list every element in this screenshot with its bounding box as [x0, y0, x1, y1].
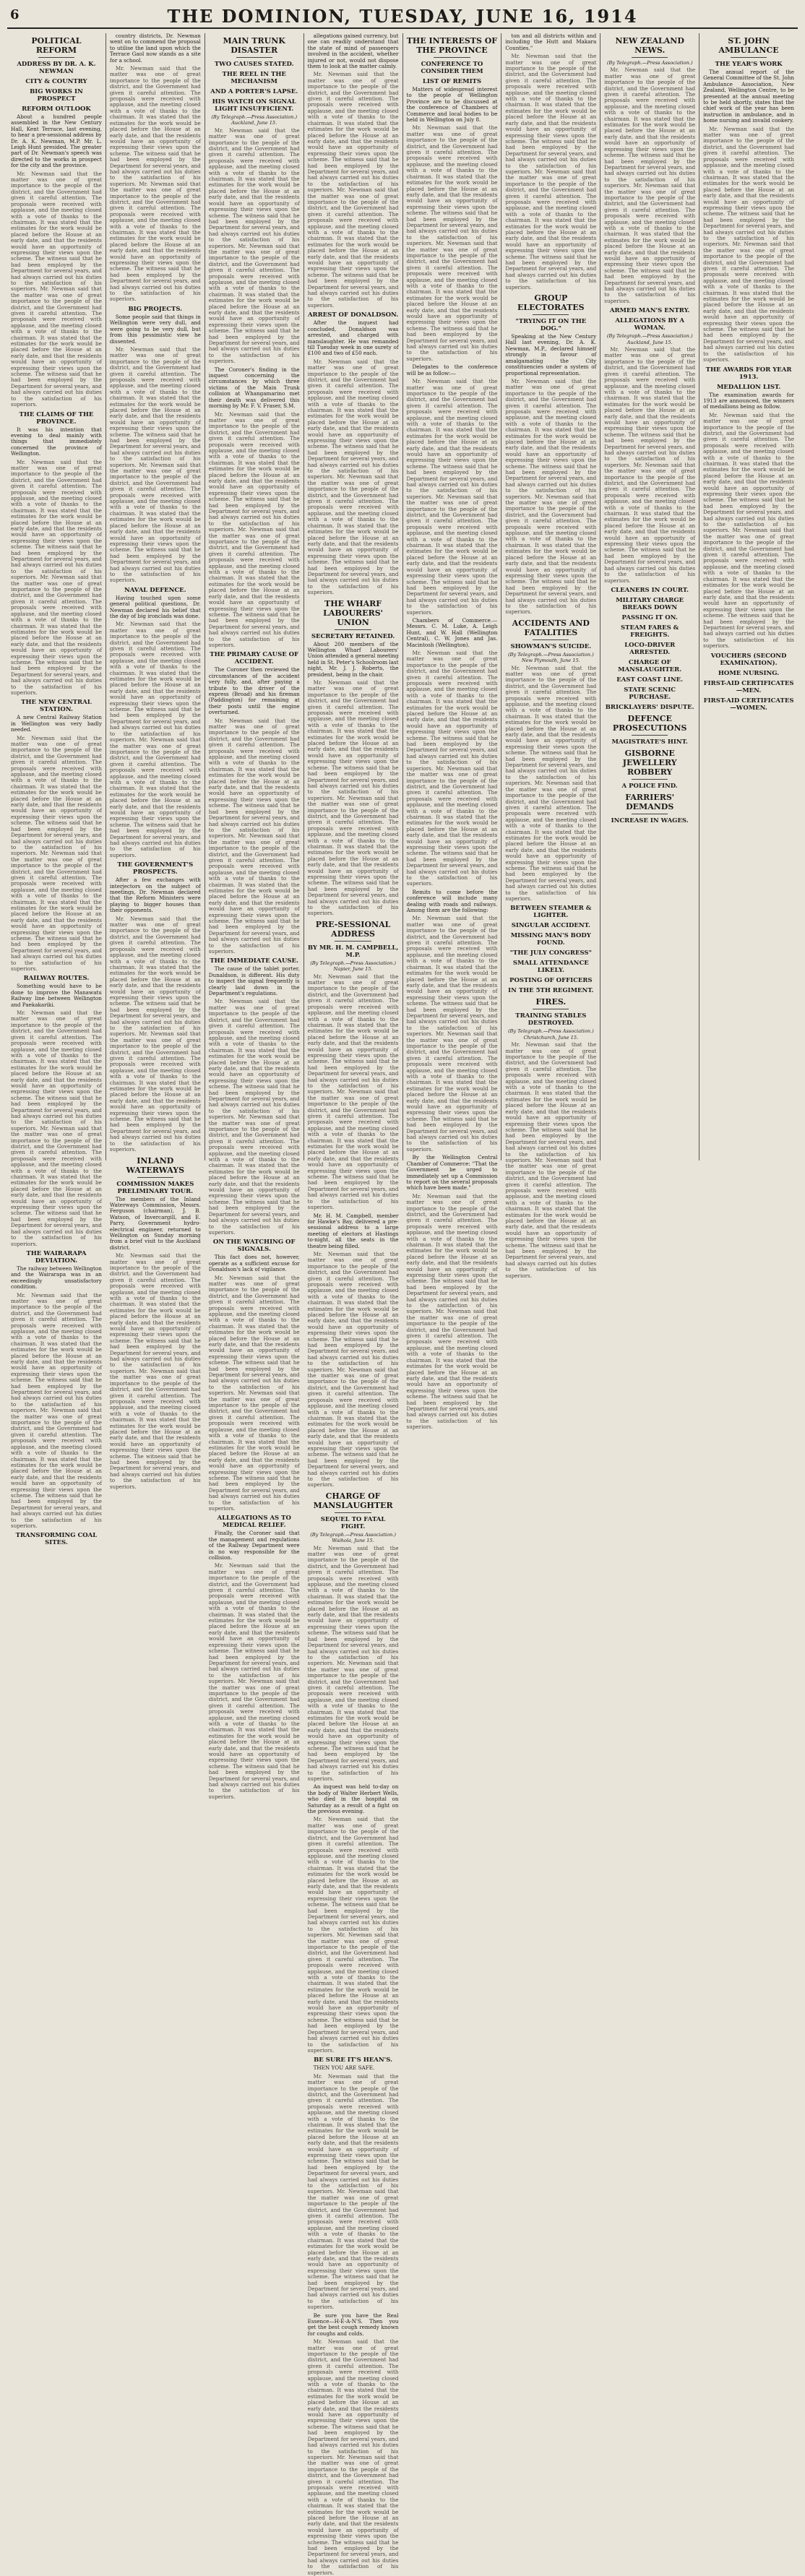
body-text: Mr. Newman said that the matter was one of great importance to the people of the district, and the Government had given it careful attention. The proposals were received with applause, and the meeting closed with a vote of thanks to the chairman. It was stated that the estimates for the work would be placed before the House at an early date, and that the residents would have an opportunity of expressing their views upon the scheme. The witness said that he had been employed by the Department for several years, and had always carried out his duties to the satisfaction of his superiors. Mr. Newman said that the matter was one of great importance to the people of the district, and the Government had given it careful attention. The proposals were received with applause, and the meeting closed with a vote of thanks to the chairman. It was stated that the estimates for the work would be placed before the House at an early date, and that the residents would have an opportunity of expressing their views upon the scheme. The witness said that he had been employed by the Department for several years, and had always carried out his duties to the satisfaction of his superiors. [307, 71, 399, 309]
paragraph: About a hundred people assembled in the New Century Hall, Kent Terrace, last evening, to hear a pre-sessional address by Dr. A. K. Newman, M.P. Mr. L. Leigh Hunt presided. The greater part of Dr. Newman's speech was directed to the works in prospect for the city and the province. [11, 113, 102, 169]
subheading: FIRST-AID CERTIFICATES—WOMEN. [703, 697, 794, 712]
headline: GISBORNE JEWELLERY ROBBERY [622, 748, 677, 777]
body-text: Mr. Newman said that the matter was one of great importance to the people of the district, and the Government had given it careful attention. The proposals were received with applause, and the meeting closed with a vote of thanks to the chairman. It was stated that the estimates for the work would be placed before the House at an early date, and that the residents would have an opportunity of expressing their views upon the scheme. The witness said that he had been employed by the Department for several years, and had always carried out his duties to the satisfaction of his superiors. Mr. Newman said that the matter was one of great importance to the people of the district, and the Government had given it careful attention. The proposals were received with applause, and the meeting closed with a vote of thanks to the chairman. It was stated that the estimates for the work would be placed before the House at an early date, and that the residents would have an opportunity of expressing their views upon the scheme. The witness said that he had been employed by the Department for several years, and had always carried out his duties to the satisfaction of his superiors. [307, 1250, 399, 1489]
body-text: Mr. Newman said that the matter was one of great importance to the people of the district, and the Government had given it careful attention. The proposals were received with applause, and the meeting closed with a vote of thanks to the chairman. It was stated that the estimates for the work would be placed before the House at an early date, and that the residents would have an opportunity of expressing their views upon the scheme. The witness said that he had been employed by the Department for several years, and had always carried out his duties to the satisfaction of his superiors. Mr. Newman said that the matter was one of great importance to the people of the district, and the Government had given it careful attention. The proposals were received with applause, and the meeting closed with a vote of thanks to the chairman. It was stated that the estimates for the work would be placed before the House at an early date, and that the residents would have an opportunity of expressing their views upon the scheme. The witness said that he had been employed by the Department for several years, and had always carried out his duties to the satisfaction of his superiors. [604, 66, 696, 304]
body-text: Mr. Newman said that the matter was one of great importance to the people of the district, and the Government had given it careful attention. The proposals were received with applause, and the meeting closed with a vote of thanks to the chairman. It was stated that the estimates for the work would be placed before the House at an early date, and that the residents would have an opportunity of expressing their views upon the scheme. The witness said that he had been employed by the Department for several years, and had always carried out his duties to the satisfaction of his superiors. Mr. Newman said that the matter was one of great importance to the people of the district, and the Government had given it careful attention. The proposals were received with applause, and the meeting closed with a vote of thanks to the chairman. It was stated that the estimates for the work would be placed before the House at an early date, and that the residents would have an opportunity of expressing their views upon the scheme. The witness said that he had been employed by the Department for several years, and had always carried out his duties to the satisfaction of his superiors. [406, 124, 498, 362]
subheading: PASSING IT ON. [621, 613, 678, 621]
paragraph: The annual report of the General Committee of the St. John Ambulance Association, New Zealand, Wellington Centre, to be presented at the annual meeting to be held shortly, states that the chief work of the year has been instruction in ambulance, and in home nursing and invalid cookery. [703, 69, 794, 124]
subheading: "THE JULY CONGRESS" [509, 949, 592, 957]
body-text: Mr. Newman said that the matter was one of great importance to the people of the district, and the Government had given it careful attention. The proposals were received with applause, and the meeting closed with a vote of thanks to the chairman. It was stated that the estimates for the work would be placed before the House at an early date, and that the residents would have an opportunity of expressing their views upon the scheme. The witness said that he had been employed by the Department for several years, and had always carried out his duties to the satisfaction of his superiors. Mr. Newman said that the matter was one of great importance to the people of the district, and the Government had given it careful attention. The proposals were received with applause, and the meeting closed with a vote of thanks to the chairman. It was stated that the estimates for the work would be placed before the House at an early date, and that the residents would have an opportunity of expressing their views upon the scheme. The witness said that he had been employed by the Department for several years, and had always carried out his duties to the satisfaction of his superiors. [406, 649, 498, 887]
body-text: Mr. Newman said that the matter was one of great importance to the people of the district, and the Government had given it careful attention. The proposals were received with applause, and the meeting closed with a vote of thanks to the chairman. It was stated that the estimates for the work would be placed before the House at an early date, and that the residents would have an opportunity of expressing their views upon the scheme. The witness said that he had been employed by the Department for several years, and had always carried out his duties to the satisfaction of his superiors. Mr. Newman said that the matter was one of great importance to the people of the district, and the Government had given it careful attention. The proposals were received with applause, and the meeting closed with a vote of thanks to the chairman. It was stated that the estimates for the work would be placed before the House at an early date, and that the residents would have an opportunity of expressing their views upon the scheme. The witness said that he had been employed by the Department for several years, and had always carried out his duties to the satisfaction of his superiors. [109, 1252, 201, 1490]
headline-rule [533, 314, 569, 315]
headline: POLITICAL REFORM [31, 36, 82, 55]
subheading: VOUCHERS (SECOND EXAMINATION). [710, 652, 787, 667]
body-text: Mr. Newman said that the matter was one of great importance to the people of the district, and the Government had given it careful attention. The proposals were received with applause, and the meeting closed with a vote of thanks to the chairman. It was stated that the estimates for the work would be placed before the House at an early date, and that the residents would have an opportunity of expressing their views upon the scheme. The witness said that he had been employed by the Department for several years, and had always carried out his duties to the satisfaction of his superiors. Mr. Newman said that the matter was one of great importance to the people of the district, and the Government had given it careful attention. The proposals were received with applause, and the meeting closed with a vote of thanks to the chairman. It was stated that the estimates for the work would be placed before the House at an early date, and that the residents would have an opportunity of expressing their views upon the scheme. The witness said that he had been employed by the Department for several years, and had always carried out his duties to the satisfaction of his superiors. [11, 734, 102, 973]
subheading: ALLEGATIONS BY A WOMAN. [615, 317, 685, 332]
subheading: TRANSFORMING COAL SITES. [15, 1532, 98, 1547]
headline: ST. JOHN AMBULANCE [718, 36, 779, 55]
body-text: Mr. Newman said that the matter was one of great importance to the people of the district, and the Government had given it careful attention. The proposals were received with applause, and the meeting closed with a vote of thanks to the chairman. It was stated that the estimates for the work would be placed before the House at an early date, and that the residents would have an opportunity of expressing their views upon the scheme. The witness said that he had been employed by the Department for several years, and had always carried out his duties to the satisfaction of his superiors. Mr. Newman said that the matter was one of great importance to the people of the district, and the Government had given it careful attention. The proposals were received with applause, and the meeting closed with a vote of thanks to the chairman. It was stated that the estimates for the work would be placed before the House at an early date, and that the residents would have an opportunity of expressing their views upon the scheme. The witness said that he had been employed by the Department for several years, and had always carried out his duties to the satisfaction of his superiors. [406, 1192, 498, 1431]
body-text: Mr. Newman said that the matter was one of great importance to the people of the district, and the Government had given it careful attention. The proposals were received with applause, and the meeting closed with a vote of thanks to the chairman. It was stated that the estimates for the work would be placed before the House at an early date, and that the residents would have an opportunity of expressing their views upon the scheme. The witness said that he had been employed by the Department for several years, and had always carried out his duties to the satisfaction of his superiors. Mr. Newman said that the matter was one of great importance to the people of the district, and the Government had given it careful attention. The proposals were received with applause, and the meeting closed with a vote of thanks to the chairman. It was stated that the estimates for the work would be placed before the House at an early date, and that the residents would have an opportunity of expressing their views upon the scheme. The witness said that he had been employed by the Department for several years, and had always carried out his duties to the satisfaction of his superiors. [11, 170, 102, 408]
body-text: Mr. Newman said that the matter was one of great importance to the people of the district, and the Government had given it careful attention. The proposals were received with applause, and the meeting closed with a vote of thanks to the chairman. It was stated that the estimates for the work would be placed before the House at an early date, and that the residents would have an opportunity of expressing their views upon the scheme. The witness said that he had been employed by the Department for several years, and had always carried out his duties to the satisfaction of his superiors. Mr. Newman said that the matter was one of great importance to the people of the district, and the Government had given it careful attention. The proposals were received with applause, and the meeting closed with a vote of thanks to the chairman. It was stated that the estimates for the work would be placed before the House at an early date, and that the residents would have an opportunity of expressing their views upon the scheme. The witness said that he had been employed by the Department for several years, and had always carried out his duties to the satisfaction of his superiors. [406, 378, 498, 616]
body-text: Mr. Newman said that the matter was one of great importance to the people of the district, and the Government had given it careful attention. The proposals were received with applause, and the meeting closed with a vote of thanks to the chairman. It was stated that the estimates for the work would be placed before the House at an early date, and that the residents would have an opportunity of expressing their views upon the scheme. The witness said that he had been employed by the Department for several years, and had always carried out his duties to the satisfaction of his superiors. Mr. Newman said that the matter was one of great importance to the people of the district, and the Government had given it careful attention. The proposals were received with applause, and the meeting closed with a vote of thanks to the chairman. It was stated that the estimates for the work would be placed before the House at an early date, and that the residents would have an opportunity of expressing their views upon the scheme. The witness said that he had been employed by the Department for several years, and had always carried out his duties to the satisfaction of his superiors. [109, 65, 201, 303]
body-text: Mr. Newman said that the matter was one of great importance to the people of the district, and the Government had given it careful attention. The proposals were received with applause, and the meeting closed with a vote of thanks to the chairman. It was stated that the estimates for the work would be placed before the House at an early date, and that the residents would have an opportunity of expressing their views upon the scheme. The witness said that he had been employed by the Department for several years, and had always carried out his duties to the satisfaction of his superiors. Mr. Newman said that the matter was one of great importance to the people of the district, and the Government had given it careful attention. The proposals were received with applause, and the meeting closed with a vote of thanks to the chairman. It was stated that the estimates for the work would be placed before the House at an early date, and that the residents would have an opportunity of expressing their views upon the scheme. The witness said that he had been employed by the Department for several years, and had always carried out his duties to the satisfaction of his superiors. [208, 717, 300, 955]
headline-rule [236, 57, 272, 58]
subheading: MEDALLION LIST. [716, 383, 781, 391]
paragraph: After the inquest had concluded, Donaldson was arrested, and charged with manslaughter. He was remanded till Tuesday week in one surety of £100 and two of £50 each. [307, 319, 399, 357]
paragraph: By the Wellington Central Chamber of Commerce: "That the Government be urged to immediately set up a Commission to report on the several proposals which have been made." [406, 1154, 498, 1192]
paragraph: THEN YOU ARE SAFE. [313, 2064, 375, 2072]
columns [7, 33, 798, 2576]
column-5 [403, 33, 502, 1431]
subheading: BE SURE IT'S HEAN'S. [314, 2056, 393, 2064]
body-text: Mr. Newman said that the matter was one of great importance to the people of the district, and the Government had given it careful attention. The proposals were received with applause, and the meeting closed with a vote of thanks to the chairman. It was stated that the estimates for the work would be placed before the House at an early date, and that the residents would have an opportunity of expressing their views upon the scheme. The witness said that he had been employed by the Department for several years, and had always carried out his duties to the satisfaction of his superiors. Mr. Newman said that the matter was one of great importance to the people of the district, and the Government had given it careful attention. The proposals were received with applause, and the meeting closed with a vote of thanks to the chairman. It was stated that the estimates for the work would be placed before the House at an early date, and that the residents would have an opportunity of expressing their views upon the scheme. The witness said that he had been employed by the Department for several years, and had always carried out his duties to the satisfaction of his superiors. [307, 2338, 399, 2576]
paragraph: This fact does not, however, operate as a sufficient excuse for Donaldson's lack of vigilance. [208, 1254, 300, 1273]
subheading: ARMED MAN'S ENTRY. [609, 307, 690, 315]
headline-rule [335, 941, 371, 942]
dateline: (By Telegraph.—Press Association.) Auckland, June 15. [211, 114, 298, 126]
paragraph: Some people said that things in Wellington were very dull, and were going to be very dull, but from this pessimistic view he dissented. [109, 313, 201, 345]
headline: MAIN TRUNK DISASTER [223, 36, 285, 55]
subheading: SECRETARY RETAINED. [311, 632, 395, 640]
paragraph: Having touched upon some general political questions, Dr. Newman declared his belief that the day of big ironclads was done. [109, 594, 201, 619]
subheading: "TRYING IT ON THE DOG." [515, 318, 587, 333]
paragraph: The Coroner then reviewed the circumstances of the accident very fully, and, after paying a tribute to the driver of the express (Broad) and his fireman (Paddington) for remaining at their posts until the engine overturned. [208, 666, 300, 716]
newspaper-title: THE DOMINION, TUESDAY, JUNE 16, 1914 [167, 6, 638, 27]
paragraph: Remits to come before the conference will include many dealing with roads and railways. Among them are the following: [406, 888, 498, 914]
subheading: THE CLAIMS OF THE PROVINCE. [19, 410, 94, 426]
headline: THE INTERESTS OF THE PROVINCE [406, 36, 498, 55]
paragraph: A new Central Railway Station in Wellington was very badly needed. [11, 714, 102, 733]
headline: PRE-SESSIONAL ADDRESS [315, 919, 391, 939]
headline: NEW ZEALAND NEWS. [615, 36, 684, 55]
body-text: Mr. Newman said that the matter was one of great importance to the people of the district, and the Government had given it careful attention. The proposals were received with applause, and the meeting closed with a vote of thanks to the chairman. It was stated that the estimates for the work would be placed before the House at an early date, and that the residents would have an opportunity of expressing their views upon the scheme. The witness said that he had been employed by the Department for several years, and had always carried out his duties to the satisfaction of his superiors. Mr. Newman said that the matter was one of great importance to the people of the district, and the Government had given it careful attention. The proposals were received with applause, and the meeting closed with a vote of thanks to the chairman. It was stated that the estimates for the work would be placed before the House at an early date, and that the residents would have an opportunity of expressing their views upon the scheme. The witness said that he had been employed by the Department for several years, and had always carried out his duties to the satisfaction of his superiors. [208, 126, 300, 365]
paragraph: The railway between Wellington and the Wairarapa was in an exceedingly unsatisfactory condition. [11, 1265, 102, 1291]
subheading: RAILWAY ROUTES. [23, 975, 90, 983]
column-4 [304, 33, 403, 2576]
body-text: Mr. Newman said that the matter was one of great importance to the people of the district, and the Government had given it careful attention. The proposals were received with applause, and the meeting closed with a vote of thanks to the chairman. It was stated that the estimates for the work would be placed before the House at an early date, and that the residents would have an opportunity of expressing their views upon the scheme. The witness said that he had been employed by the Department for several years, and had always carried out his duties to the satisfaction of his superiors. Mr. Newman said that the matter was one of great importance to the people of the district, and the Government had given it careful attention. The proposals were received with applause, and the meeting closed with a vote of thanks to the chairman. It was stated that the estimates for the work would be placed before the House at an early date, and that the residents would have an opportunity of expressing their views upon the scheme. The witness said that he had been employed by the Department for several years, and had always carried out his duties to the satisfaction of his superiors. [208, 410, 300, 648]
subheading: ALLEGATIONS AS TO MEDICAL RELIEF. [217, 1515, 291, 1530]
subheading: HIS WATCH ON SIGNAL LIGHT INSUFFICIENT. [212, 98, 296, 113]
body-text: Mr. Newman said that the matter was one of great importance to the people of the district, and the Government had given it careful attention. The proposals were received with applause, and the meeting closed with a vote of thanks to the chairman. It was stated that the estimates for the work would be placed before the House at an early date, and that the residents would have an opportunity of expressing their views upon the scheme. The witness said that he had been employed by the Department for several years, and had always carried out his duties to the satisfaction of his superiors. Mr. Newman said that the matter was one of great importance to the people of the district, and the Government had given it careful attention. The proposals were received with applause, and the meeting closed with a vote of thanks to the chairman. It was stated that the estimates for the work would be placed before the House at an early date, and that the residents would have an opportunity of expressing their views upon the scheme. The witness said that he had been employed by the Department for several years, and had always carried out his duties to the satisfaction of his superiors. [11, 1009, 102, 1247]
subheading: TWO CAUSES STATED. [214, 61, 294, 68]
body-text: Mr. Newman said that the matter was one of great importance to the people of the district, and the Government had given it careful attention. The proposals were received with applause, and the meeting closed with a vote of thanks to the chairman. It was stated that the estimates for the work would be placed before the House at an early date, and that the residents would have an opportunity of expressing their views upon the scheme. The witness said that he had been employed by the Department for several years, and had always carried out his duties to the satisfaction of his superiors. Mr. Newman said that the matter was one of great importance to the people of the district, and the Government had given it careful attention. The proposals were received with applause, and the meeting closed with a vote of thanks to the chairman. It was stated that the estimates for the work would be placed before the House at an early date, and that the residents would have an opportunity of expressing their views upon the scheme. The witness said that he had been employed by the Department for several years, and had always carried out his duties to the satisfaction of his superiors. [109, 345, 201, 584]
headline-rule [335, 629, 371, 630]
body-text: Mr. Newman said that the matter was one of great importance to the people of the district, and the Government had given it careful attention. The proposals were received with applause, and the meeting closed with a vote of thanks to the chairman. It was stated that the estimates for the work would be placed before the House at an early date, and that the residents would have an opportunity of expressing their views upon the scheme. The witness said that he had been employed by the Department for several years, and had always carried out his duties to the satisfaction of his superiors. Mr. Newman said that the matter was one of great importance to the people of the district, and the Government had given it careful attention. The proposals were received with applause, and the meeting closed with a vote of thanks to the chairman. It was stated that the estimates for the work would be placed before the House at an early date, and that the residents would have an opportunity of expressing their views upon the scheme. The witness said that he had been employed by the Department for several years, and had always carried out his duties to the satisfaction of his superiors. [109, 621, 201, 858]
subheading: AND A PORTER'S LAPSE. [210, 88, 298, 95]
subheading: THE PRIMARY CAUSE OF ACCIDENT. [210, 651, 299, 666]
body-text: Mr. Newman said that the matter was one of great importance to the people of the district, and the Government had given it careful attention. The proposals were received with applause, and the meeting closed with a vote of thanks to the chairman. It was stated that the estimates for the work would be placed before the House at an early date, and that the residents would have an opportunity of expressing their views upon the scheme. The witness said that he had been employed by the Department for several years, and had always carried out his duties to the satisfaction of his superiors. Mr. Newman said that the matter was one of great importance to the people of the district, and the Government had given it careful attention. The proposals were received with applause, and the meeting closed with a vote of thanks to the chairman. It was stated that the estimates for the work would be placed before the House at an early date, and that the residents would have an opportunity of expressing their views upon the scheme. The witness said that he had been employed by the Department for several years, and had always carried out his duties to the satisfaction of his superiors. [505, 664, 597, 902]
paragraph: About 200 members of the Wellington Wharf Labourers' Union attended a general meeting held in St. Peter's Schoolroom last night, Mr. J. J. Roberts, the president, being in the chair. [307, 640, 399, 678]
subheading: THE YEAR'S WORK [715, 61, 783, 68]
subheading: SEQUEL TO FATAL FIGHT. [320, 1515, 386, 1530]
paragraph: Matters of widespread interest to the people of Wellington Province are to be discussed at the conference of Chambers of Commerce and local bodies to be held in Wellington on July 8. [406, 86, 498, 124]
paragraph: country districts, Dr. Newman went on to commend the proposal to utilise the land upon which the Terrace Gaol now stands as a site for a school. [109, 33, 201, 64]
subheading: BIG WORKS IN PROSPECT [30, 88, 83, 103]
subheading: FIRST-AID CERTIFICATES—MEN. [703, 679, 794, 694]
subheading: BETWEEN STEAMER & LIGHTER. [510, 905, 592, 920]
body-text: Mr. Newman said that the matter was one of great importance to the people of the district, and the Government had given it careful attention. The proposals were received with applause, and the meeting closed with a vote of thanks to the chairman. It was stated that the estimates for the work would be placed before the House at an early date, and that the residents would have an opportunity of expressing their views upon the scheme. The witness said that he had been employed by the Department for several years, and had always carried out his duties to the satisfaction of his superiors. Mr. Newman said that the matter was one of great importance to the people of the district, and the Government had given it careful attention. The proposals were received with applause, and the meeting closed with a vote of thanks to the chairman. It was stated that the estimates for the work would be placed before the House at an early date, and that the residents would have an opportunity of expressing their views upon the scheme. The witness said that he had been employed by the Department for several years, and had always carried out his duties to the satisfaction of his superiors. [307, 358, 399, 596]
subheading: BY MR. H. M. CAMPBELL, M.P. [307, 944, 399, 959]
headline-rule [632, 57, 668, 58]
headline: CHARGE OF MANSLAUGHTER [313, 1491, 393, 1510]
subheading: EAST COAST LINE. [616, 676, 684, 684]
headline-rule [632, 779, 668, 780]
headline-rule [335, 1512, 371, 1513]
headline: INLAND WATERWAYS [126, 1155, 185, 1175]
body-text: Mr. Newman said that the matter was one of great importance to the people of the district, and the Government had given it careful attention. The proposals were received with applause, and the meeting closed with a vote of thanks to the chairman. It was stated that the estimates for the work would be placed before the House at an early date, and that the residents would have an opportunity of expressing their views upon the scheme. The witness said that he had been employed by the Department for several years, and had always carried out his duties to the satisfaction of his superiors. Mr. Newman said that the matter was one of great importance to the people of the district, and the Government had given it careful attention. The proposals were received with applause, and the meeting closed with a vote of thanks to the chairman. It was stated that the estimates for the work would be placed before the House at an early date, and that the residents would have an opportunity of expressing their views upon the scheme. The witness said that he had been employed by the Department for several years, and had always carried out his duties to the satisfaction of his superiors. [109, 915, 201, 1153]
subheading: SHOWMAN'S SUICIDE. [510, 642, 592, 650]
headline-rule [533, 639, 569, 640]
subheading: THE NEW CENTRAL STATION. [21, 699, 92, 714]
subheading: MAGISTRATE'S HINT. [611, 738, 688, 746]
headline-rule [731, 57, 767, 58]
subheading: THE AWARDS FOR YEAR 1913. [705, 366, 792, 381]
paragraph: An inquest was held to-day on the body of Walter Herbert Wells, who died in the hospital on Saturday as a result of a fight on the previous evening. [307, 1783, 399, 1815]
subheading: IN THE 5TH REGIMENT. [508, 987, 594, 995]
paragraph: Finally, the Coroner said that the management and regulations of the Railway Department were in no way responsible for the collision. [208, 1530, 300, 1561]
paragraph: ton and all districts within and including the Hutt and Makara Counties." [505, 33, 597, 51]
headline-rule [632, 735, 668, 736]
masthead [7, 6, 798, 29]
subheading: TRAINING STABLES DESTROYED. [515, 1012, 587, 1028]
subheading: CONFERENCE TO CONSIDER THEM [421, 61, 483, 75]
headline: GROUP ELECTORATES [517, 293, 585, 313]
body-text: Mr. Newman said that the matter was one of great importance to the people of the district, and the Government had given it careful attention. The proposals were received with applause, and the meeting closed with a vote of thanks to the chairman. It was stated that the estimates for the work would be placed before the House at an early date, and that the residents would have an opportunity of expressing their views upon the scheme. The witness said that he had been employed by the Department for several years, and had always carried out his duties to the satisfaction of his superiors. Mr. Newman said that the matter was one of great importance to the people of the district, and the Government had given it careful attention. The proposals were received with applause, and the meeting closed with a vote of thanks to the chairman. It was stated that the estimates for the work would be placed before the House at an early date, and that the residents would have an opportunity of expressing their views upon the scheme. The witness said that he had been employed by the Department for several years, and had always carried out his duties to the satisfaction of his superiors. [406, 915, 498, 1153]
column-2 [106, 33, 205, 1490]
headline: THE WHARF LABOURERS' UNION [323, 598, 384, 627]
body-text: Mr. Newman said that the matter was one of great importance to the people of the district, and the Government had given it careful attention. The proposals were received with applause, and the meeting closed with a vote of thanks to the chairman. It was stated that the estimates for the work would be placed before the House at an early date, and that the residents would have an opportunity of expressing their views upon the scheme. The witness said that he had been employed by the Department for several years, and had always carried out his duties to the satisfaction of his superiors. Mr. Newman said that the matter was one of great importance to the people of the district, and the Government had given it careful attention. The proposals were received with applause, and the meeting closed with a vote of thanks to the chairman. It was stated that the estimates for the work would be placed before the House at an early date, and that the residents would have an opportunity of expressing their views upon the scheme. The witness said that he had been employed by the Department for several years, and had always carried out his duties to the satisfaction of his superiors. [307, 1544, 399, 1783]
paragraph: Chambers of Commerce.—Messrs. C. M. Luke, A. Leigh Hunt, and W. Hall (Wellington Central), C. W. Jones and Jas. Macintosh (Wellington). [406, 616, 498, 648]
body-text: Mr. Newman said that the matter was one of great importance to the people of the district, and the Government had given it careful attention. The proposals were received with applause, and the meeting closed with a vote of thanks to the chairman. It was stated that the estimates for the work would be placed before the House at an early date, and that the residents would have an opportunity of expressing their views upon the scheme. The witness said that he had been employed by the Department for several years, and had always carried out his duties to the satisfaction of his superiors. Mr. Newman said that the matter was one of great importance to the people of the district, and the Government had given it careful attention. The proposals were received with applause, and the meeting closed with a vote of thanks to the chairman. It was stated that the estimates for the work would be placed before the House at an early date, and that the residents would have an opportunity of expressing their views upon the scheme. The witness said that he had been employed by the Department for several years, and had always carried out his duties to the satisfaction of his superiors. [505, 377, 597, 616]
subheading: BRICKLAYERS' DISPUTE. [605, 703, 694, 711]
subheading: BIG PROJECTS. [128, 305, 183, 313]
subheading: POSTING OF OFFICERS [509, 977, 593, 985]
paragraph: It was his intention that evening to deal mainly with things that immediately concerned the province of Wellington. [11, 426, 102, 457]
paragraph: The cause of the tablet porter, Dunaldson, is different. His duty to inspect the signal frequently is clearly laid down in the Department's regulations. [208, 965, 300, 997]
subheading: THE GOVERNMENT'S PROSPECTS. [117, 861, 194, 876]
headline: FIRES. [535, 997, 567, 1007]
paragraph: allegations gained currency, but one can readily understand that the state of mind of passengers involved in the accident, whether injured or not, would not dispose them to look at the matter calmly. [307, 33, 399, 70]
headline: FARRIERS' DEMANDS [625, 792, 675, 811]
column-3 [205, 33, 304, 1800]
body-text: Mr. Newman said that the matter was one of great importance to the people of the district, and the Government had given it careful attention. The proposals were received with applause, and the meeting closed with a vote of thanks to the chairman. It was stated that the estimates for the work would be placed before the House at an early date, and that the residents would have an opportunity of expressing their views upon the scheme. The witness said that he had been employed by the Department for several years, and had always carried out his duties to the satisfaction of his superiors. Mr. Newman said that the matter was one of great importance to the people of the district, and the Government had given it careful attention. The proposals were received with applause, and the meeting closed with a vote of thanks to the chairman. It was stated that the estimates for the work would be placed before the House at an early date, and that the residents would have an opportunity of expressing their views upon the scheme. The witness said that he had been employed by the Department for several years, and had always carried out his duties to the satisfaction of his superiors. [307, 679, 399, 917]
body-text: Mr. Newman said that the matter was one of great importance to the people of the district, and the Government had given it careful attention. The proposals were received with applause, and the meeting closed with a vote of thanks to the chairman. It was stated that the estimates for the work would be placed before the House at an early date, and that the residents would have an opportunity of expressing their views upon the scheme. The witness said that he had been employed by the Department for several years, and had always carried out his duties to the satisfaction of his superiors. Mr. Newman said that the matter was one of great importance to the people of the district, and the Government had given it careful attention. The proposals were received with applause, and the meeting closed with a vote of thanks to the chairman. It was stated that the estimates for the work would be placed before the House at an early date, and that the residents would have an opportunity of expressing their views upon the scheme. The witness said that he had been employed by the Department for several years, and had always carried out his duties to the satisfaction of his superiors. [703, 411, 794, 650]
body-text: Mr. Newman said that the matter was one of great importance to the people of the district, and the Government had given it careful attention. The proposals were received with applause, and the meeting closed with a vote of thanks to the chairman. It was stated that the estimates for the work would be placed before the House at an early date, and that the residents would have an opportunity of expressing their views upon the scheme. The witness said that he had been employed by the Department for several years, and had always carried out his duties to the satisfaction of his superiors. Mr. Newman said that the matter was one of great importance to the people of the district, and the Government had given it careful attention. The proposals were received with applause, and the meeting closed with a vote of thanks to the chairman. It was stated that the estimates for the work would be placed before the House at an early date, and that the residents would have an opportunity of expressing their views upon the scheme. The witness said that he had been employed by the Department for several years, and had always carried out his duties to the satisfaction of his superiors. [307, 1816, 399, 2054]
dateline: (By Telegraph.—Press Association.) Napier, June 15. [310, 960, 396, 973]
paragraph: The examination awards for 1913 are announced, the winners of medallions being as follow. [703, 391, 794, 410]
body-text: Mr. Newman said that the matter was one of great importance to the people of the district, and the Government had given it careful attention. The proposals were received with applause, and the meeting closed with a vote of thanks to the chairman. It was stated that the estimates for the work would be placed before the House at an early date, and that the residents would have an opportunity of expressing their views upon the scheme. The witness said that he had been employed by the Department for several years, and had always carried out his duties to the satisfaction of his superiors. Mr. Newman said that the matter was one of great importance to the people of the district, and the Government had given it careful attention. The proposals were received with applause, and the meeting closed with a vote of thanks to the chairman. It was stated that the estimates for the work would be placed before the House at an early date, and that the residents would have an opportunity of expressing their views upon the scheme. The witness said that he had been employed by the Department for several years, and had always carried out his duties to the satisfaction of his superiors. [604, 346, 696, 584]
subheading: SINGULAR ACCIDENT. [511, 922, 590, 930]
subheading: LOCO-DRIVER ARRESTED. [624, 641, 676, 656]
subheading: MILITARY CHARGE BREAKS DOWN [616, 596, 684, 611]
subheading: MISSING MAN'S BODY FOUND. [510, 932, 591, 947]
column-1 [7, 33, 106, 1547]
subheading: INCREASE IN WAGES. [611, 817, 689, 824]
headline-rule [38, 57, 74, 58]
subheading: ON THE WATCHING OF SIGNALS. [212, 1239, 296, 1254]
subheading: COMMISSION MAKES PRELIMINARY TOUR. [116, 1180, 194, 1195]
dateline: (By Telegraph.—Press Association.) Auckland, June 15. [606, 333, 693, 345]
body-text: Mr. Newman said that the matter was one of great importance to the people of the district, and the Government had given it careful attention. The proposals were received with applause, and the meeting closed with a vote of thanks to the chairman. It was stated that the estimates for the work would be placed before the House at an early date, and that the residents would have an opportunity of expressing their views upon the scheme. The witness said that he had been employed by the Department for several years, and had always carried out his duties to the satisfaction of his superiors. Mr. Newman said that the matter was one of great importance to the people of the district, and the Government had given it careful attention. The proposals were received with applause, and the meeting closed with a vote of thanks to the chairman. It was stated that the estimates for the work would be placed before the House at an early date, and that the residents would have an opportunity of expressing their views upon the scheme. The witness said that he had been employed by the Department for several years, and had always carried out his duties to the satisfaction of his superiors. [208, 998, 300, 1236]
body-text: Mr. Newman said that the matter was one of great importance to the people of the district, and the Government had given it careful attention. The proposals were received with applause, and the meeting closed with a vote of thanks to the chairman. It was stated that the estimates for the work would be placed before the House at an early date, and that the residents would have an opportunity of expressing their views upon the scheme. The witness said that he had been employed by the Department for several years, and had always carried out his duties to the satisfaction of his superiors. Mr. Newman said that the matter was one of great importance to the people of the district, and the Government had given it careful attention. The proposals were received with applause, and the meeting closed with a vote of thanks to the chairman. It was stated that the estimates for the work would be placed before the House at an early date, and that the residents would have an opportunity of expressing their views upon the scheme. The witness said that he had been employed by the Department for several years, and had always carried out his duties to the satisfaction of his superiors. [208, 1562, 300, 1800]
headline: ACCIDENTS AND FATALITIES [512, 618, 590, 637]
subheading: CHARGE OF MANSLAUGHTER. [618, 658, 682, 673]
column-8 [699, 33, 798, 1160]
body-text: Mr. Newman said that the matter was one of great importance to the people of the district, and the Government had given it careful attention. The proposals were received with applause, and the meeting closed with a vote of thanks to the chairman. It was stated that the estimates for the work would be placed before the House at an early date, and that the residents would have an opportunity of expressing their views upon the scheme. The witness said that he had been employed by the Department for several years, and had always carried out his duties to the satisfaction of his superiors. Mr. Newman said that the matter was one of great importance to the people of the district, and the Government had given it careful attention. The proposals were received with applause, and the meeting closed with a vote of thanks to the chairman. It was stated that the estimates for the work would be placed before the House at an early date, and that the residents would have an opportunity of expressing their views upon the scheme. The witness said that he had been employed by the Department for several years, and had always carried out his duties to the satisfaction of his superiors. [307, 973, 399, 1211]
dateline: (By Telegraph.—Press Association.) Waihola, June 15. [310, 1531, 396, 1544]
subheading: ADDRESS BY DR. A. K. NEWMAN [17, 61, 96, 75]
body-text: Mr. Newman said that the matter was one of great importance to the people of the district, and the Government had given it careful attention. The proposals were received with applause, and the meeting closed with a vote of thanks to the chairman. It was stated that the estimates for the work would be placed before the House at an early date, and that the residents would have an opportunity of expressing their views upon the scheme. The witness said that he had been employed by the Department for several years, and had always carried out his duties to the satisfaction of his superiors. Mr. Newman said that the matter was one of great importance to the people of the district, and the Government had given it careful attention. The proposals were received with applause, and the meeting closed with a vote of thanks to the chairman. It was stated that the estimates for the work would be placed before the House at an early date, and that the residents would have an opportunity of expressing their views upon the scheme. The witness said that he had been employed by the Department for several years, and had always carried out his duties to the satisfaction of his superiors. [11, 1291, 102, 1529]
subheading: STEAM FARES & FREIGHTS. [621, 624, 679, 639]
headline: DEFENCE PROSECUTIONS [612, 713, 687, 733]
paragraph: The Coroner's finding in the inquest concerning the circumstances by which three victims of the Main Trunk collision at Whangamarino met their death was delivered this morning by Mr. F. V. Fraser, S.M. [208, 366, 300, 410]
paragraph: Speaking at the New Century Hall last evening, Dr. A. K. Newman, M.P., declared himself strongly in favour of amalgamating the City constituencies under a system of proportional representation. [505, 333, 597, 376]
subheading: HOME NURSING. [718, 669, 780, 677]
subheading: REFORM OUTLOOK [22, 105, 91, 113]
headline-rule [434, 57, 470, 58]
column-6 [501, 33, 600, 1279]
headline-rule [137, 1177, 173, 1178]
subheading: SMALL ATTENDANCE LIKELY. [512, 960, 589, 975]
subheading: CITY & COUNTRY [25, 78, 87, 85]
column-7 [600, 33, 699, 1160]
body-text: Mr. Newman said that the matter was one of great importance to the people of the district, and the Government had given it careful attention. The proposals were received with applause, and the meeting closed with a vote of thanks to the chairman. It was stated that the estimates for the work would be placed before the House at an early date, and that the residents would have an opportunity of expressing their views upon the scheme. The witness said that he had been employed by the Department for several years, and had always carried out his duties to the satisfaction of his superiors. Mr. Newman said that the matter was one of great importance to the people of the district, and the Government had given it careful attention. The proposals were received with applause, and the meeting closed with a vote of thanks to the chairman. It was stated that the estimates for the work would be placed before the House at an early date, and that the residents would have an opportunity of expressing their views upon the scheme. The witness said that he had been employed by the Department for several years, and had always carried out his duties to the satisfaction of his superiors. [307, 2072, 399, 2311]
dateline: (By Telegraph.—Press Association.) Christchurch, June 15. [507, 1028, 594, 1041]
subheading: ARREST OF DONALDSON. [307, 311, 399, 319]
dateline: (By Telegraph.—Press Association.) [606, 60, 693, 66]
paragraph: Something would have to be done to improve the Manawatu Railway line between Wellington and Paekakariki. [11, 983, 102, 1008]
paragraph: After a few exchanges with interjectors on the subject of meetings, Dr. Newman declared that the Reform Ministers were playing to bigger houses than their opponents. [109, 876, 201, 914]
paragraph: Be sure you have the Real Essence—H-E-A-N'S. Then you get the best cough remedy known for coughs and colds. [307, 2312, 399, 2337]
subheading: LIST OF REMITS [422, 78, 482, 85]
subheading: NAVAL DEFENCE. [124, 586, 186, 594]
body-text: Mr. Newman said that the matter was one of great importance to the people of the district, and the Government had given it careful attention. The proposals were received with applause, and the meeting closed with a vote of thanks to the chairman. It was stated that the estimates for the work would be placed before the House at an early date, and that the residents would have an opportunity of expressing their views upon the scheme. The witness said that he had been employed by the Department for several years, and had always carried out his duties to the satisfaction of his superiors. Mr. Newman said that the matter was one of great importance to the people of the district, and the Government had given it careful attention. The proposals were received with applause, and the meeting closed with a vote of thanks to the chairman. It was stated that the estimates for the work would be placed before the House at an early date, and that the residents would have an opportunity of expressing their views upon the scheme. The witness said that he had been employed by the Department for several years, and had always carried out his duties to the satisfaction of his superiors. [505, 1041, 597, 1279]
subheading: CLEANERS IN COURT. [611, 586, 689, 594]
body-text: Mr. Newman said that the matter was one of great importance to the people of the district, and the Government had given it careful attention. The proposals were received with applause, and the meeting closed with a vote of thanks to the chairman. It was stated that the estimates for the work would be placed before the House at an early date, and that the residents would have an opportunity of expressing their views upon the scheme. The witness said that he had been employed by the Department for several years, and had always carried out his duties to the satisfaction of his superiors. Mr. Newman said that the matter was one of great importance to the people of the district, and the Government had given it careful attention. The proposals were received with applause, and the meeting closed with a vote of thanks to the chairman. It was stated that the estimates for the work would be placed before the House at an early date, and that the residents would have an opportunity of expressing their views upon the scheme. The witness said that he had been employed by the Department for several years, and had always carried out his duties to the satisfaction of his superiors. [208, 1274, 300, 1512]
paragraph: Delegates to the conference will be as follow:— [406, 363, 498, 376]
paragraph: Mr. H. M. Campbell, member for Hawke's Bay, delivered a pre-sessional address to a large meeting of electors at Hastings to-night, all the seats in the theatre being filled. [307, 1212, 399, 1249]
page-number: 6 [10, 7, 20, 22]
subheading: THE REEL IN THE MECHANISM [222, 71, 286, 85]
dateline: (By Telegraph.—Press Association.) New Plymouth, June 15. [507, 651, 594, 664]
body-text: Mr. Newman said that the matter was one of great importance to the people of the district, and the Government had given it careful attention. The proposals were received with applause, and the meeting closed with a vote of thanks to the chairman. It was stated that the estimates for the work would be placed before the House at an early date, and that the residents would have an opportunity of expressing their views upon the scheme. The witness said that he had been employed by the Department for several years, and had always carried out his duties to the satisfaction of his superiors. Mr. Newman said that the matter was one of great importance to the people of the district, and the Government had given it careful attention. The proposals were received with applause, and the meeting closed with a vote of thanks to the chairman. It was stated that the estimates for the work would be placed before the House at an early date, and that the residents would have an opportunity of expressing their views upon the scheme. The witness said that he had been employed by the Department for several years, and had always carried out his duties to the satisfaction of his superiors. [703, 125, 794, 363]
body-text: Mr. Newman said that the matter was one of great importance to the people of the district, and the Government had given it careful attention. The proposals were received with applause, and the meeting closed with a vote of thanks to the chairman. It was stated that the estimates for the work would be placed before the House at an early date, and that the residents would have an opportunity of expressing their views upon the scheme. The witness said that he had been employed by the Department for several years, and had always carried out his duties to the satisfaction of his superiors. Mr. Newman said that the matter was one of great importance to the people of the district, and the Government had given it careful attention. The proposals were received with applause, and the meeting closed with a vote of thanks to the chairman. It was stated that the estimates for the work would be placed before the House at an early date, and that the residents would have an opportunity of expressing their views upon the scheme. The witness said that he had been employed by the Department for several years, and had always carried out his duties to the satisfaction of his superiors. [505, 53, 597, 290]
paragraph: The members of the Inland Waterways Commission, Messrs. Ferguson (chairman), J. B. Watson, of Invercargill, and E. Parry, Government hydro-electrical engineer, returned to Wellington on Sunday morning from a brief visit to the Auckland district. [109, 1195, 201, 1251]
subheading: THE WAIRARAPA DEVIATION. [26, 1249, 87, 1265]
body-text: Mr. Newman said that the matter was one of great importance to the people of the district, and the Government had given it careful attention. The proposals were received with applause, and the meeting closed with a vote of thanks to the chairman. It was stated that the estimates for the work would be placed before the House at an early date, and that the residents would have an opportunity of expressing their views upon the scheme. The witness said that he had been employed by the Department for several years, and had always carried out his duties to the satisfaction of his superiors. Mr. Newman said that the matter was one of great importance to the people of the district, and the Government had given it careful attention. The proposals were received with applause, and the meeting closed with a vote of thanks to the chairman. It was stated that the estimates for the work would be placed before the House at an early date, and that the residents would have an opportunity of expressing their views upon the scheme. The witness said that he had been employed by the Department for several years, and had always carried out his duties to the satisfaction of his superiors. [11, 458, 102, 696]
subheading: THE IMMEDIATE CAUSE. [210, 957, 299, 965]
subheading: A POLICE FIND. [621, 782, 678, 790]
subheading: STATE SCENIC PURCHASE. [624, 686, 676, 701]
